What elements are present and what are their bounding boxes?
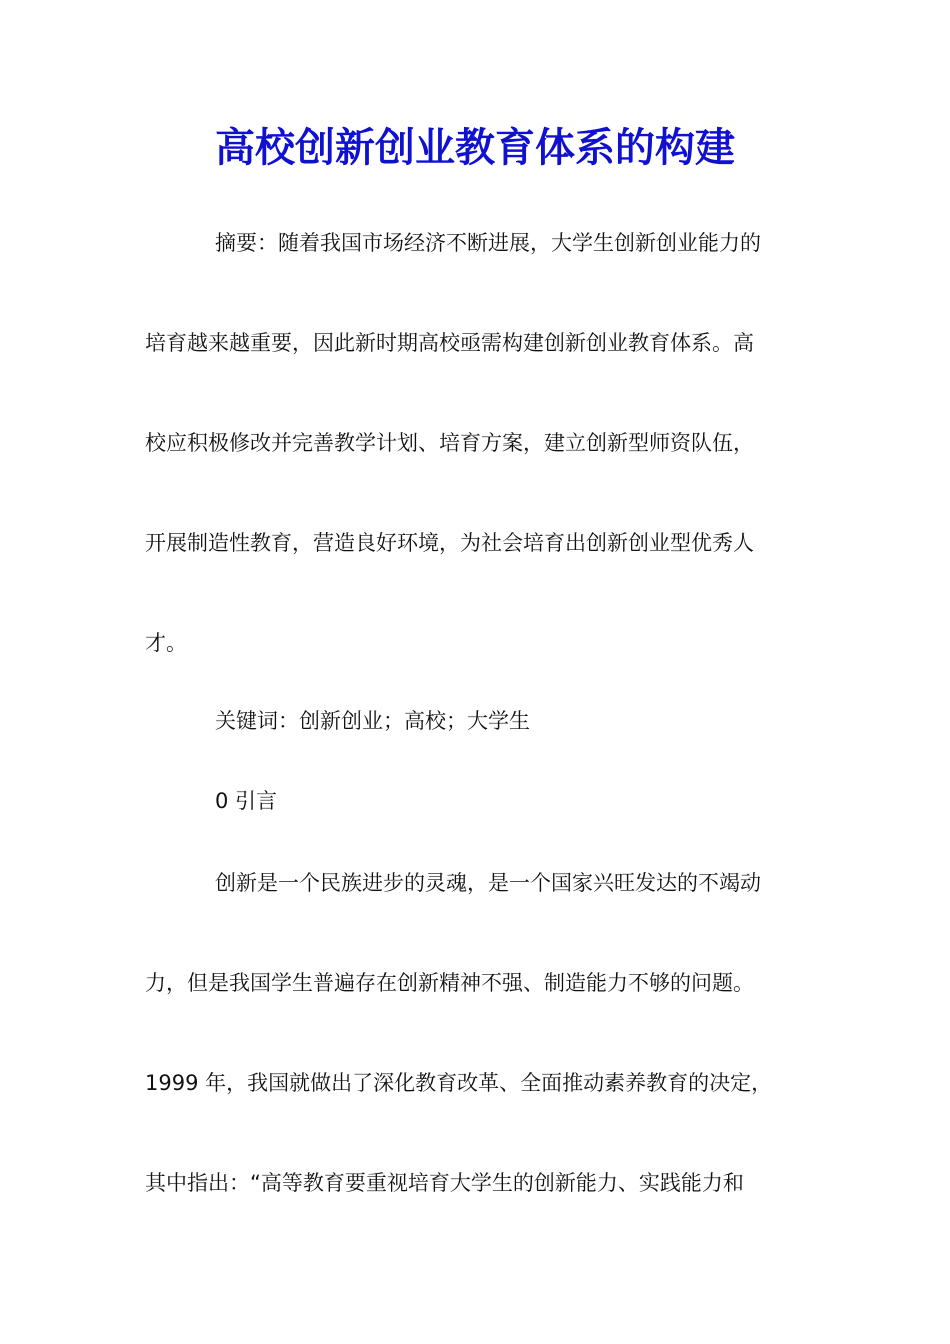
section-heading: 0 引言 [215,789,278,813]
keywords-line: 关键词：创新创业；高校；大学生 [215,709,530,733]
body-line-1: 创新是一个民族进步的灵魂，是一个国家兴旺发达的不竭动 [215,871,761,895]
abstract-line-2: 培育越来越重要，因此新时期高校亟需构建创新创业教育体系。高 [145,331,754,355]
abstract-line-4: 开展制造性教育，营造良好环境，为社会培育出创新创业型优秀人 [145,531,754,555]
abstract-line-3: 校应积极修改并完善教学计划、培育方案，建立创新型师资队伍， [145,431,754,455]
body-line-3: 1999 年，我国就做出了深化教育改革、全面推动素养教育的决定， [145,1071,773,1095]
abstract-line-5: 才。 [145,631,187,655]
abstract-line-1: 摘要：随着我国市场经济不断进展，大学生创新创业能力的 [215,231,761,255]
body-line-2: 力，但是我国学生普遍存在创新精神不强、制造能力不够的问题。 [145,971,754,995]
body-line-4: 其中指出：“高等教育要重视培育大学生的创新能力、实践能力和 [145,1171,744,1195]
document-title: 高校创新创业教育体系的构建 [215,124,735,171]
